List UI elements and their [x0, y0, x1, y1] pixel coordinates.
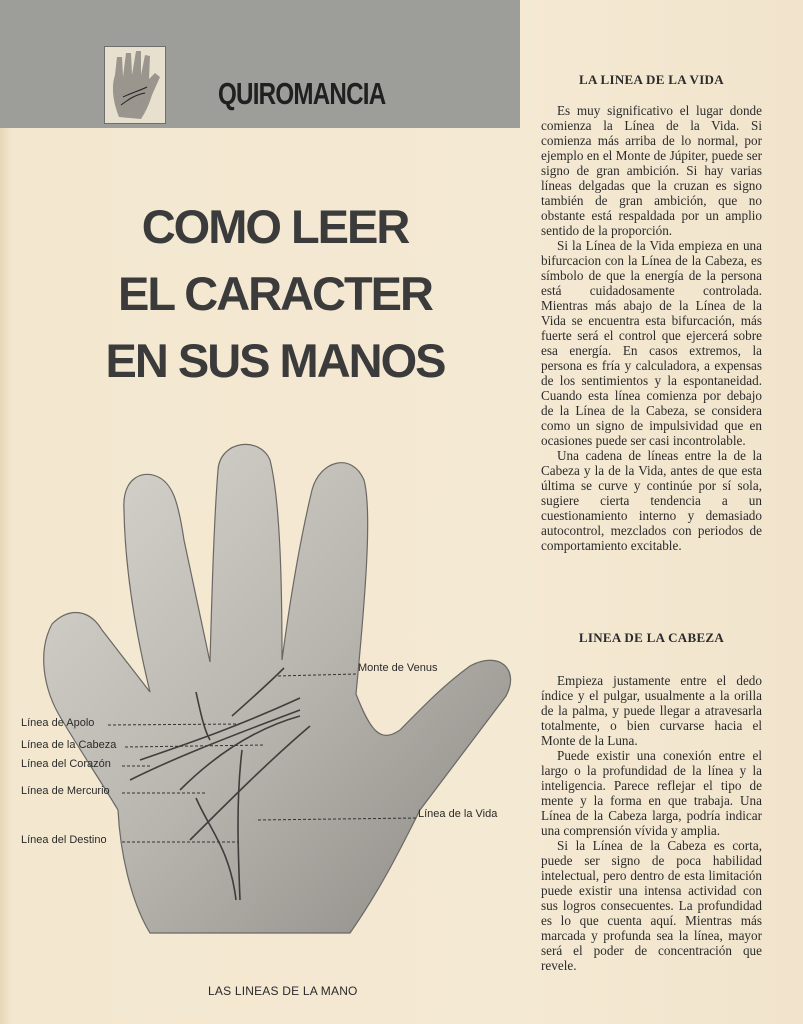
label-linea-mercurio: Línea de Mercurio	[21, 785, 110, 797]
paragraph: Una cadena de líneas entre la de la Cabeza y la de la Vida, antes de que esta última se curve y continúe por sí sola, sugiere cierta tendencia a un cuestionamiento interno y demasiado autocontrol, mezclados con periodos de comportamiento excitable.	[541, 448, 762, 553]
column-linea-cabeza	[541, 630, 762, 973]
label-linea-vida: Línea de la Vida	[418, 808, 498, 820]
section-title: QUIROMANCIA	[218, 76, 386, 111]
heading-linea-cabeza: LINEA DE LA CABEZA	[578, 630, 725, 645]
column-linea-vida	[541, 72, 762, 553]
paragraph: Es muy significativo el lugar donde comienza la Línea de la Vida. Si comienza más arriba de lo normal, por ejemplo en el Monte de Júpiter, puede ser signo de gran ambición. Si hay varias líneas delgadas que la cruzan es signo también de gran ambición, que no obstante está respaldada por un amplio sentido de la proporción.	[541, 103, 762, 238]
heading-linea-vida: LA LINEA DE LA VIDA	[579, 72, 724, 87]
figure-caption: LAS LINEAS DE LA MANO	[208, 984, 358, 998]
label-linea-apolo: Línea de Apolo	[21, 717, 95, 729]
label-monte-venus: Monte de Venus	[358, 662, 438, 674]
paragraph: Si la Línea de la Vida empieza en una bifurcacion con la Línea de la Cabeza, es símbolo de que la energía de la persona está cuidadosamente controlada. Mientras más abajo de la Línea de la Vida se encuentra esta bifurcación, más fuerte será el control que ejercerá sobre esa energía. En casos extremos, la persona es fría y calculadora, a expensas de los sentimientos y la espontaneidad. Cuando esta línea comienza por debajo de la Línea de la Cabeza, se considera como un signo de impulsividad que en ocasiones puede ser casi incontrolable.	[541, 238, 762, 448]
label-linea-corazon: Línea del Corazón	[21, 758, 111, 770]
paragraph: Empieza justamente entre el dedo índice y el pulgar, usualmente a la orilla de la palma, y puede llegar a atravesarla totalmente, o bien curvarse hacia el Monte de la Luna.	[541, 673, 762, 748]
headline-line-2: EL CARACTER	[118, 267, 432, 320]
paragraph: Si la Línea de la Cabeza es corta, puede ser signo de poca habilidad intelectual, pero dentro de esta limitación puede existir una intensa actividad con sus logros consecuentes. La profundidad es lo que cuenta aquí. Mientras más marcada y profunda sea la línea, mayor será el poder de concentración que revele.	[541, 838, 762, 973]
label-linea-cabeza: Línea de la Cabeza	[21, 739, 117, 751]
paragraph: Puede existir una conexión entre el largo o la profundidad de la línea y la inteligencia. Parece reflejar el tipo de mente y la forma en que trabaja. Una Línea de la Cabeza larga, podría indicar una comprensión vívida y amplia.	[541, 748, 762, 838]
label-linea-destino: Línea del Destino	[21, 834, 107, 846]
headline-line-1: COMO LEER	[141, 200, 409, 253]
headline-line-3: EN SUS MANOS	[105, 334, 445, 387]
